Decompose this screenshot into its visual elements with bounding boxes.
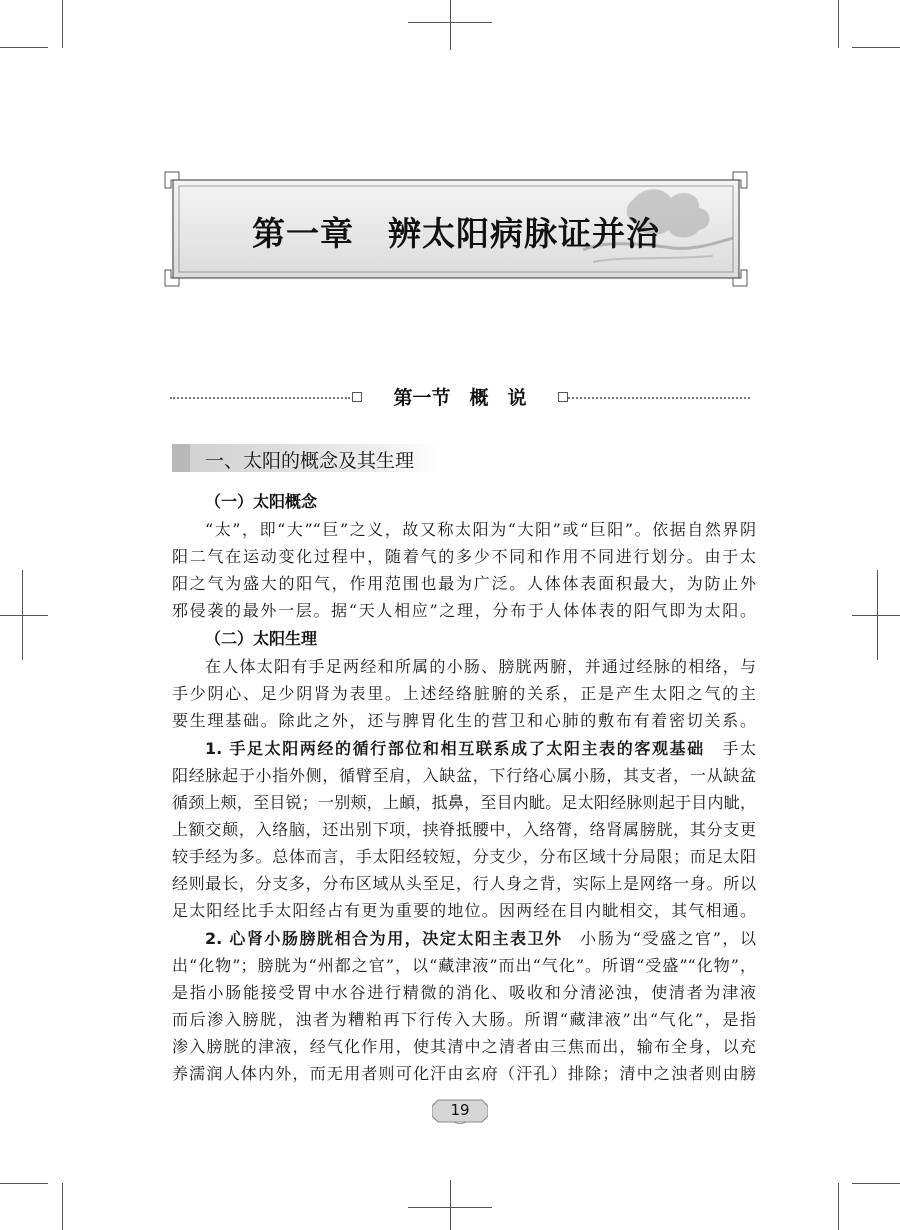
text-line: 经则最长，分支多，分布区域从头至足，行人身之背，实际上是网络一身。所以 (172, 874, 756, 893)
text-line: 在人体太阳有手足两经和所属的小肠、膀胱两腑，并通过经脉的相络，与 (205, 657, 756, 676)
crop-mark (0, 615, 48, 616)
text-run: 手太 (704, 739, 756, 758)
paragraph-heading: （二）太阳生理 (205, 629, 318, 648)
page-number (432, 1098, 488, 1124)
crop-mark (852, 47, 900, 48)
crop-mark (62, 1183, 63, 1230)
text-line: 是指小肠能接受胃中水谷进行精微的消化、吸收和分清泌浊，使清者为津液 (172, 983, 756, 1002)
text-line: 手少阴心、足少阴肾为表里。上述经络脏腑的关系，正是产生太阳之气的主 (172, 684, 756, 703)
text-line: 出“化物”；膀胱为“州都之官”，以“藏津液”而出“气化”。所谓“受盛”“化物”， (172, 956, 756, 975)
square-ornament-icon (558, 392, 568, 402)
crop-mark (852, 1183, 900, 1184)
text-line: 阳二气在运动变化过程中，随着气的多少不同和作用不同进行划分。由于太 (172, 547, 756, 566)
crop-mark (62, 0, 63, 48)
chapter-title-box (163, 170, 749, 288)
bold-lead: 1. 手足太阳两经的循行部位和相互联系成了太阳主表的客观基础 (205, 739, 705, 758)
text-line: 较手经为多。总体而言，手太阳经较短，分支少，分布区域十分局限；而足太阳 (172, 847, 756, 866)
text-line: 阳经脉起于小指外侧，循臂至肩，入缺盆，下行络心属小肠，其支者，一从缺盆 (172, 766, 756, 785)
text-line: 循颈上颊，至目锐；一别颊，上頔，抵鼻，至目内眦。足太阳经脉则起于目内眦， (172, 793, 756, 812)
text-line: 阳之气为盛大的阳气，作用范围也最为广泛。人体体表面积最大，为防止外 (172, 574, 756, 593)
text-line: 养濡润人体内外，而无用者则可化汗由玄府（汗孔）排除；清中之浊者则由膀 (172, 1064, 756, 1083)
divider-dotted (568, 397, 750, 399)
crop-mark (852, 615, 900, 616)
band-tab (172, 444, 190, 472)
section-title: 第一节 概 说 (393, 387, 527, 409)
text-line: 邪侵袭的最外一层。据“天人相应”之理，分布于人体体表的阳气即为太阳。 (172, 601, 756, 620)
text-line: 足太阳经比手太阳经占有更为重要的地位。因两经在目内眦相交，其气相通。 (172, 901, 756, 920)
paragraph-heading: （一）太阳概念 (205, 492, 318, 511)
text-line: 上额交颠，入络脑，还出别下项，挟脊抵腰中，入络膂，络肾属膀胱，其分支更 (172, 820, 756, 839)
section-header (170, 383, 750, 413)
text-line: “太”，即“大”“巨”之义，故又称太阳为“大阳”或“巨阳”。依据自然界阴 (205, 520, 756, 539)
crop-mark (450, 0, 451, 50)
subheading-title: 一、太阳的概念及其生理 (205, 450, 415, 472)
crop-mark (450, 1180, 451, 1230)
chapter-title: 第一章 辨太阳病脉证并治 (252, 214, 660, 253)
crop-mark (838, 0, 839, 48)
crop-mark (0, 47, 48, 48)
text-line (205, 736, 756, 759)
text-run: 小肠为“受盛之官”，以 (562, 929, 756, 948)
text-line: 要生理基础。除此之外，还与脾胃化生的营卫和心肺的敷布有着密切关系。 (172, 711, 756, 730)
crop-mark (0, 1183, 48, 1184)
text-line: 而后渗入膀胱，浊者为糟粕再下行传入大肠。所谓“藏津液”出“气化”，是指 (172, 1010, 756, 1029)
page-number-text: 19 (450, 1101, 470, 1119)
text-line: 渗入膀胱的津液，经气化作用，使其清中之清者由三焦而出，输布全身，以充 (172, 1037, 756, 1056)
crop-mark (838, 1183, 839, 1230)
text-line (205, 926, 756, 949)
bold-lead: 2. 心肾小肠膀胱相合为用，决定太阳主表卫外 (205, 929, 563, 948)
